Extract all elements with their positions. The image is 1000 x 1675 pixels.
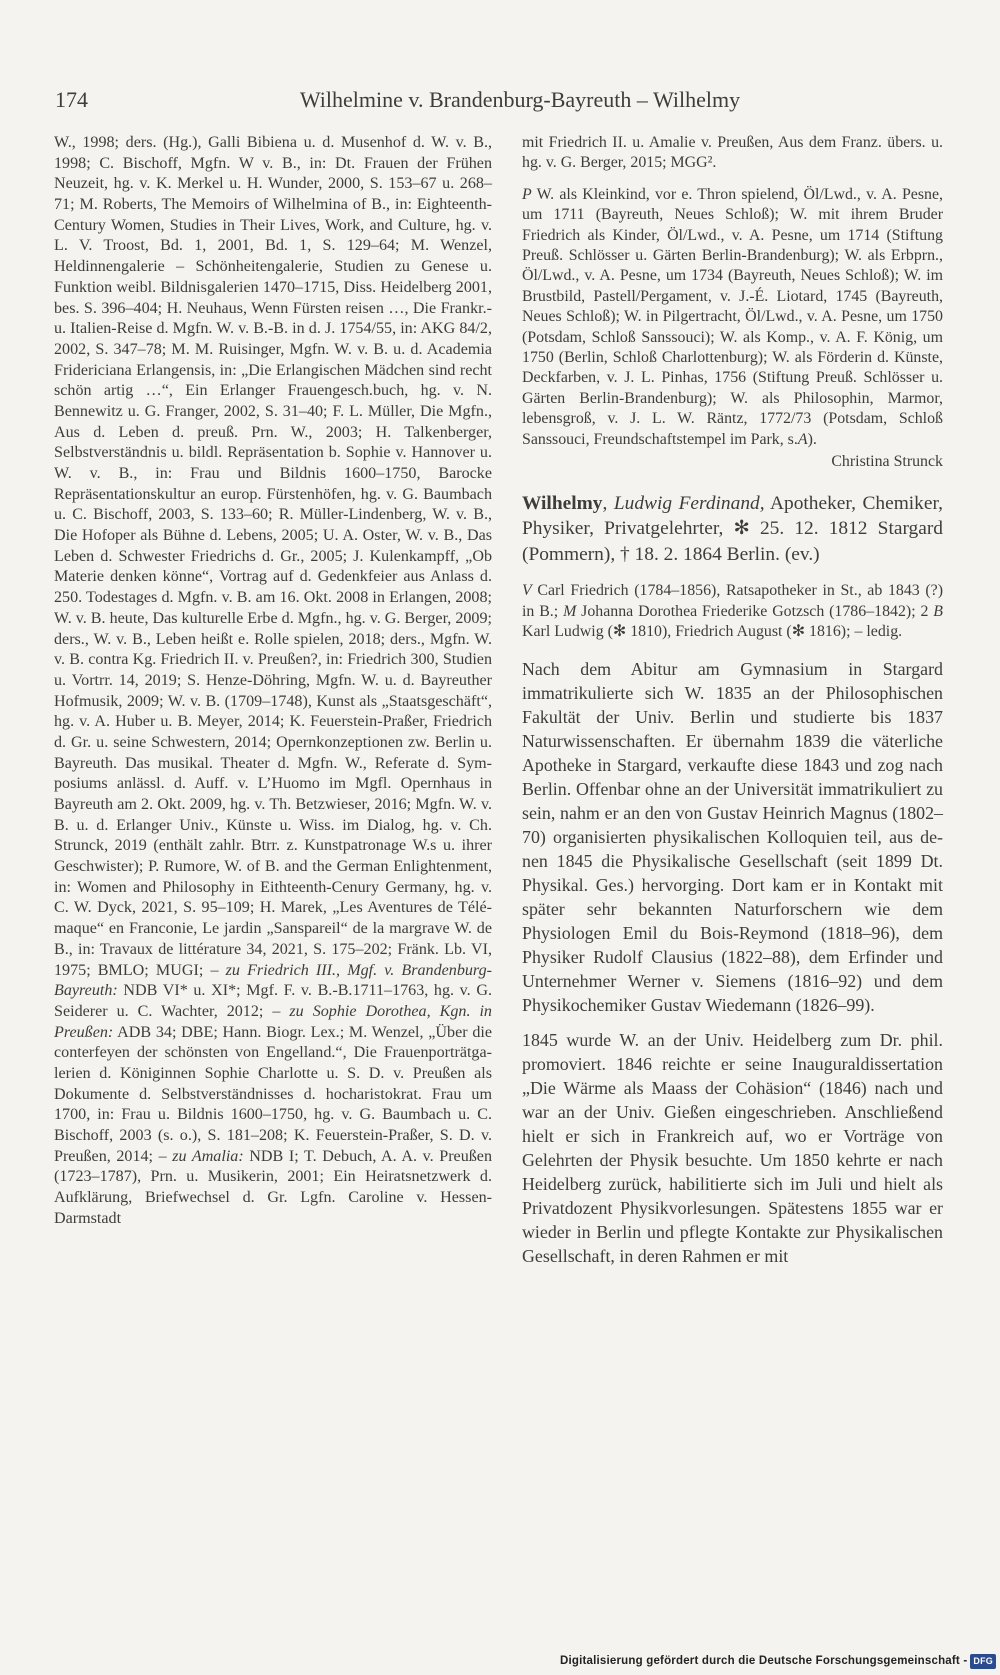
article-author: Christina Strunck	[831, 453, 943, 471]
running-title: Wilhelmine v. Brandenburg-Bayreuth – Wilhelmy	[299, 87, 741, 112]
right-column	[522, 133, 943, 1268]
family-section: V Carl Friedrich (1784–1856), Ratsapotheker in St., ab 1843 (?) in B.; M Johanna Dorothea Friederike Gotzsch (1786–1842); 2 B Karl Ludwig (✻ 1810), Friedrich August (✻ 1816); – ledig.	[522, 582, 943, 641]
page-header	[50, 85, 935, 121]
portraits-label: P	[522, 185, 532, 203]
page-number: 174	[55, 87, 88, 112]
entry-name: Wilhelmy	[522, 492, 603, 514]
entry-heading: Wilhelmy, Ludwig Ferdinand, Apotheker, Chemiker, Physiker, Privatgelehrter, ✻ 25. 12. 1812 Stargard (Pommern), † 18. 2. 1864 Berlin. (ev.)	[522, 492, 944, 565]
digitization-footer	[560, 1651, 996, 1671]
dfg-logo-icon: DFG	[970, 1654, 996, 1669]
footer-text: Digitalisierung gefördert durch die Deutsche Forschungsgemeinschaft -	[559, 1655, 968, 1667]
left-column	[54, 133, 492, 1229]
body-paragraph-1: Nach dem Abitur am Gymnasium in Stargard immatrikulierte sich W. 1835 an der Philosophischen Fakultät der Univ. Berlin und studierte bis 1837 Naturwissenschaften. Er übernahm 1839 die väterliche Apotheke in Stargard, verkaufte diese 1843 und zog nach Berlin. Offenbar ohne an der Universität immatrikuliert zu sein, nahm er an den von Gustav Heinrich Magnus (1802–70) organisierten physikalischen Kolloquien teil, aus denen 1845 die Physikalische Gesellschaft (seit 1899 Dt. Physikal. Ges.) hervorging. Dort kam er in Kontakt mit später sehr bekannten Naturforschern wie dem Physiologen Emil du Bois-Reymond (1818–96), dem Physiker Rudolf Clausius (1822–88), dem Erfinder und Unternehmer Werner v. Siemens (1816–92) und dem Physikochemiker Gustav Wiedemann (1826–99).	[522, 658, 943, 1015]
bibliography-end: mit Friedrich II. u. Amalie v. Preußen, Aus dem Franz. übers. u. hg. v. G. Berger, 2015; MGG².	[522, 134, 943, 172]
entry-forenames: Ludwig Ferdinand,	[613, 492, 765, 514]
portraits-section: P W. als Kleinkind, vor e. Thron spielend, Öl/Lwd., v. A. Pesne, um 1711 (Bayreuth, Neues Schloß); W. mit ihrem Bruder Friedrich als Kinder, Öl/Lwd., v. A. Pesne, um 1714 (Stiftung Preuß. Schlösser u. Gärten Berlin-Brandenburg); W. als Erbprn., Öl/Lwd., v. A. Pesne, um 1734 (Bayreuth, Neues Schloß); W. im Brustbild, Pastell/Pergament, v. J.-É. Liotard, 1745 (Bayreuth, Neues Schloß); W. in Pilgertracht, Öl/Lwd., v. A. Pesne, um 1750 (Potsdam, Schloß Sanssouci); W. als Komp., v. A. F. König, um 1750 (Berlin, Schloß Charlottenburg); W. als Förderin d. Künste, Deckfarben, v. J. L. Pinhas, 1756 (Stiftung Preuß. Schlösser u. Gärten Berlin-Brandenburg); W. als Philosophin, Marmor, lebensgroß, v. J. L. W. Räntz, 1772/73 (Potsdam, Schloß Sanssouci, Freundschaftstempel im Park, s.A).	[522, 185, 943, 448]
body-paragraph-2: 1845 wurde W. an der Univ. Heidelberg zum Dr. phil. promoviert. 1846 reichte er seine Inauguraldissertation „Die Wärme als Maass der Cohäsion“ (1846) nach und war an der Univ. Gießen eingeschrieben. Anschließend hielt er sich in Frankreich auf, wo er Vorträge von Gelehrten der Physik besuchte. Um 1850 kehrte er nach Heidelberg zurück, habilitierte sich im Juli und hielt als Privatdozent Physikvorlesungen. Spätestens 1855 war er wieder in Berlin und pflegte Kontakte zur Physikalischen Gesellschaft, in deren Rahmen er mit	[522, 1029, 943, 1266]
bibliography-continuation: W., 1998; ders. (Hg.), Galli Bibiena u. d. Musenhof d. W. v. B., 1998; C. Bischoff, Mgfn. W v. B., in: Dt. Frauen der Frühen Neuzeit, hg. v. K. Merkel u. H. Wunder, 2000, S. 153–67 u. 268–71; M. Roberts, The Memoirs of Wilhelmina of B., in: Eighteenth-Century Women, Studies in Their Lives, Work, and Culture, hg. v. L. V. Troost, Bd. 1, 2001, Bd. 1, S. 129–64; M. Wenzel, Heldinnengalerie – Schönheitengalerie, Studien zu Genese u. Funktion weibl. Bildnisgalerien 1470–1715, Diss. Heidelberg 2001, bes. S. 396–404; H. Neuhaus, Wenn Fürsten reisen …, Die Frankr.- u. Italien-Reise d. Mgfn. W. v. B.-B. in d. J. 1754/55, in: AKG 84/2, 2002, S. 347–78; M. M. Ruisinger, Mgfn. W. v. B. u. d. Academia Fridericiana Erlangensis, in: „Die Erlangischen Mädchen sind recht schön artig …“, Ein Erlanger Frauengesch.buch, hg. v. N. Bennewitz u. G. Franger, 2002, S. 31–40; F. L. Müller, Die Mgfn., Aus d. Leben d. preuß. Prn. W., 2003; H. Talkenberger, Selbstverständnis u. bildl. Repräsentation b. Sophie v. Hannover u. W. v. B., in: Frau und Bildnis 1600–1750, Barocke Repräsentationskultur an europ. Fürstenhöfen, hg. v. G. Baumbach u. C. Bischoff, 2003, S. 133–60; R. Müller-Lindenberg, W. v. B., Die Hofoper als Bühne d. Lebens, 2005; U. A. Oster, W. v. B., Das Leben d. Schwester Friedrichs d. Gr., 2005; J. Kulenkampff, „Ob Materie denken könne“, Vortrag auf d. Gedenkfeier aus Anlass d. 250. Todestages d. Mgfn. v. B. am 16. Okt. 2008 in Erlangen, 2008; W. v. B. heute, Das kulturelle Erbe d. Mgfn., hg. v. G. Berger, 2009; ders., W. v. B., Leben heißt e. Rolle spielen, 2018; ders., Mgfn. W. v. B. contra Kg. Friedrich II. v. Preußen?, in: Friedrich 300, Studien u. Vortrr. 14, 2019; S. Henze-Döhring, Mgfn. W. u. d. Bayreuther Hofmusik, 2009; W. v. B. (1709–1748), Kunst als „Staatsgeschäft“, hg. v. A. Huber u. B. Meyer, 2014; K. Feuerstein-Praßer, Friedrich d. Gr. u. seine Schwestern, 2014; Opernkonzeptionen zw. Berlin u. Bayreuth. Das musikal. Theater d. Mgfn. W., Referate d. Symposiums anlässl. d. Auff. v. L’Huomo im Mgfl. Opernhaus in Bayreuth am 2. Okt. 2009, hg. v. Th. Betzwieser, 2016; Mgfn. W. v. B. u. d. Erlanger Univ., Künste u. Wiss. im Dialog, hg. v. Ch. Strunck, 2019 (enthält zahlr. Btrr. z. Kunstpatronage W.s u. ihrer Geschwister); P. Rumore, W. of B. and the German Enlightenment, in: Women and Philosophy in Eithteenth-Cenury Germany, hg. v. C. W. Dyck, 2021, S. 95–109; H. Marek, „Les Aventures de Télémaque“ en Franconie, Le jardin „Sanspareil“ de la margrave W. de B., in: Travaux de littérature 34, 2021, S. 175–202; Fränk. Lb. VI, 1975; BMLO; MUGI; – zu Friedrich III., Mgf. v. Brandenburg-Bayreuth: NDB VI* u. XI*; Mgf. F. v. B.-B.1711–1763, hg. v. G. Seiderer u. C. Wachter, 2012; – zu Sophie Dorothea, Kgn. in Preußen: ADB 34; DBE; Hann. Biogr. Lex.; M. Wenzel, „Über die conterfeyen der schönsten von Engelland.“, Die Frauenporträtgalerien d. Königinnen Sophie Charlotte u. S. D. v. Preußen als Dokumente d. Selbstverständnisses d. hocharistokrat. Frau um 1700, in: Frau u. Bildnis 1600–1750, hg. v. G. Baumbach u. C. Bischoff, 2003 (s. o.), S. 181–208; K. Feuerstein-Praßer, S. D. v. Preußen, 2014; – zu Amalia: NDB I; T. Debuch, A. A. v. Preußen (1723–1787), Prn. u. Musikerin, 2001; Ein Heiratsnetzwerk d. Aufklärung, Briefwechsel d. Gr. Lgfn. Caroline v. Hessen-Darmstadt	[54, 134, 492, 1227]
